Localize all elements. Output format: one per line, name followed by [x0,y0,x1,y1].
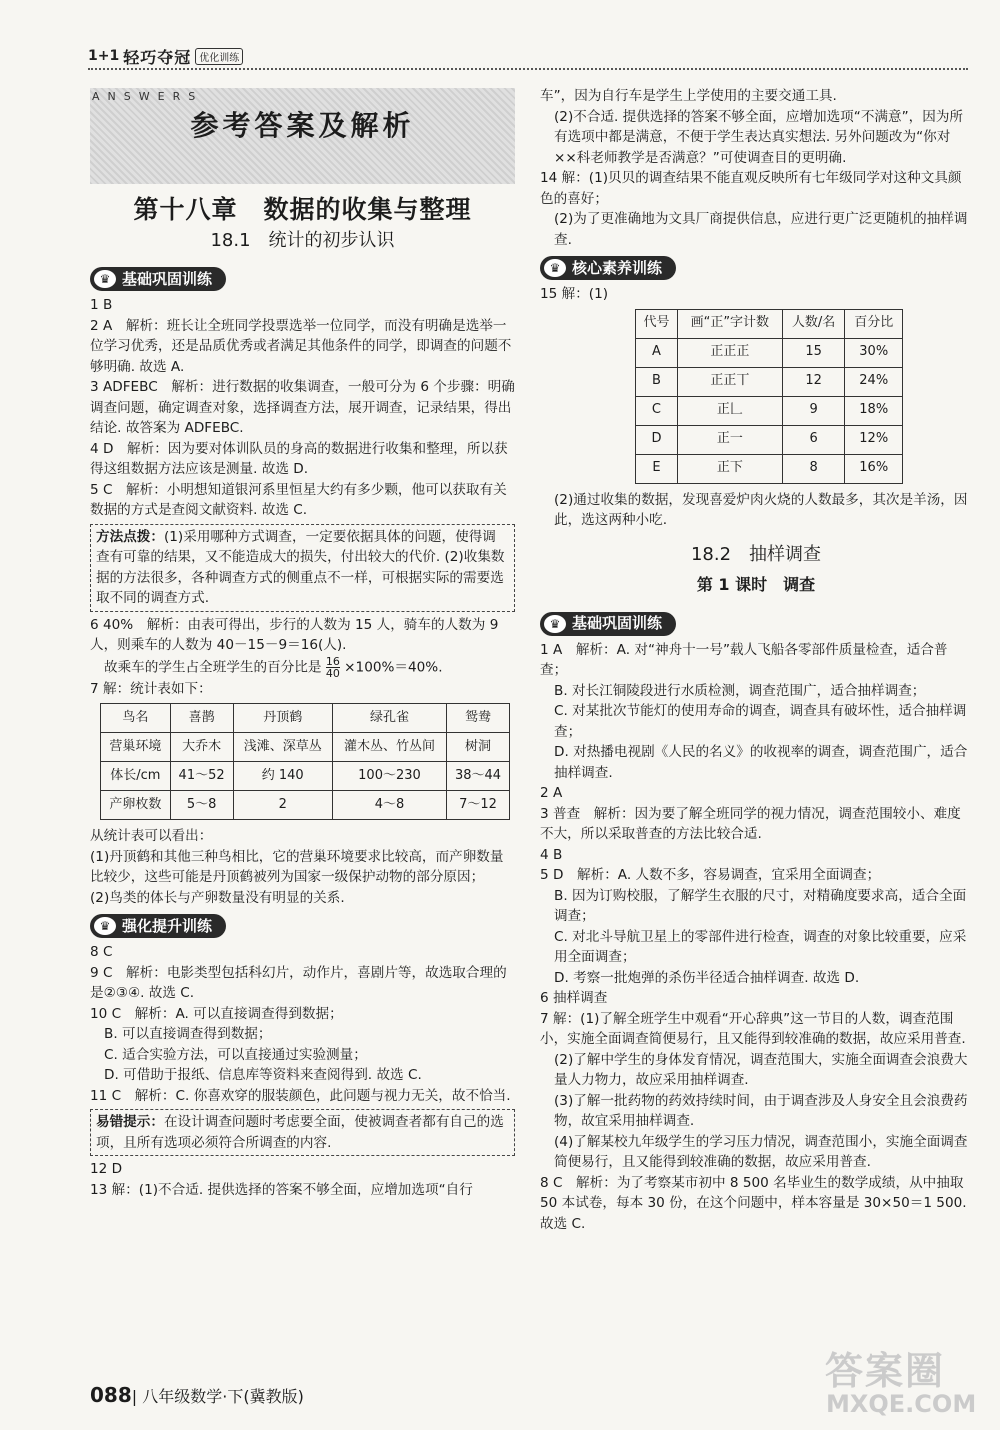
answer-item: 1 B [90,297,113,313]
text: 故乘车的学生占全班学生的百分比是 [104,659,322,675]
page-header [88,42,968,72]
table-cell: 人数/名 [782,309,845,338]
table-cell: 体长/cm [101,762,171,791]
answer-item: 2 A 解析：班长让全班同学投票选举一位同学，而没有明确是选举一位学习优秀，还是品质优秀或者满足其他条件的同学，即调查的问题不够明确. 故选 A. [90,317,512,375]
method-tip-box [90,524,515,612]
answer-item: 6 抽样调查 [540,990,608,1006]
table-cell: 12 [782,367,845,396]
answer-item: 15 解：(1) [540,286,609,302]
table-cell: 喜鹊 [170,704,233,733]
answer-item: 2 A [540,785,563,801]
answer-continuation: (3)了解一批药物的药效持续时间，由于调查涉及人身安全且会浪费药物，故宜采用抽样调查. [554,1092,968,1129]
table-cell: 大乔木 [170,733,233,762]
table-cell: 100～230 [332,762,446,791]
answer-item: 8 C [90,944,113,960]
table-row [636,425,903,454]
tip-label: 方法点拨： [96,528,164,545]
answer-continuation: C. 适合实验方法，可以直接通过实验测量； [104,1046,367,1063]
text: ×100%＝40%. [344,659,443,675]
table-cell: 41～52 [170,762,233,791]
table-cell: B [636,367,678,396]
brand-tag: 优化训练 [195,48,243,65]
answer-item: 6 40% 解析：由表可得出，步行的人数为 15 人，骑车的人数为 9 人，则乘车的人数为 40－15－9＝16(人). [90,616,499,653]
table-cell: E [636,454,678,483]
banner-title: 参考答案及解析 [190,109,415,142]
answer-item: 5 D 解析：A. 人数不多，容易调查，宜采用全面调查； [540,867,881,883]
answer-item: 8 C 解析：为了考察某市初中 8 500 名毕业生的数学成绩，从中抽取 50 本试卷，每本 30 份，在这个问题中，样本容量是 30×50＝1 500. 故选 C. [540,1174,967,1232]
logo-mark: 1+1 [88,48,120,64]
table-cell: 4～8 [332,791,446,820]
watermark-logo: 答案圈 [825,1349,946,1393]
table-cell: D [636,425,678,454]
table-cell: 9 [782,396,845,425]
crown-icon: ♛ [94,917,116,935]
table-cell: 正一 [677,425,782,454]
answer-item: 10 C 解析：A. 可以直接调查得到数据； [90,1005,343,1022]
header-divider [88,68,968,70]
answer-continuation: (2)通过收集的数据，发现喜爱炉肉火烧的人数最多，其次是羊汤，因此，选这两种小吃. [554,491,968,528]
answers-label: ANSWERS [92,90,204,103]
lesson-title: 第 1 课时 调查 [696,575,816,594]
table-cell: A [636,338,678,367]
table-cell: 百分比 [845,309,903,338]
answer-continuation: B. 可以直接调查得到数据； [104,1026,272,1042]
denominator: 40 [325,666,340,680]
answer-item: 3 普查 解析：因为要了解全班同学的视力情况，调查范围较小、难度不大，所以采取普查的方法比较合适. [540,805,961,842]
answer-continuation: D. 对热播电视剧《人民的名义》的收视率的调查，调查范围广，适合抽样调查. [554,744,968,781]
table-cell: 鸳鸯 [447,704,510,733]
table-cell: 15 [782,338,845,367]
table-cell: 灌木丛、竹丛间 [332,733,446,762]
answer-continuation: D. 考察一批炮弹的杀伤半径适合抽样调查. 故选 D. [554,969,860,986]
section-pill-basic [90,267,226,291]
answer-continuation: D. 可借助于报纸、信息库等资料来查阅得到. 故选 C. [104,1067,422,1083]
tip-text: (1)采用哪种方式调查，一定要依据具体的问题，使得调查有可靠的结果，又不能造成大的损失，付出较大的代价. (2)收集数据的方法很多，各种调查方式的侧重点不一样，可根据实际的需要选取不同的调查方式. [96,528,505,606]
table-row [636,367,903,396]
numerator: 16 [325,654,340,668]
crown-icon: ♛ [544,259,566,277]
table-row [101,704,510,733]
section-pill-basic-2 [540,612,676,636]
page-number: 088 [90,1383,132,1407]
crown-icon: ♛ [544,615,566,633]
watermark-url: MXQE.COM [826,1390,977,1418]
answer-continuation: B. 因为订购校服，了解学生衣服的尺寸，对精确度要求高，适合全面调查； [554,887,967,924]
table-cell: 12% [845,425,903,454]
table-cell: 产卵枚数 [101,791,171,820]
table-cell: 树洞 [447,733,510,762]
answer-continuation: C. 对北斗导航卫星上的零部件进行检查，调查的对象比较重要，应采用全面调查； [554,928,967,965]
table-cell: 营巢环境 [101,733,171,762]
table-cell: C [636,396,678,425]
answer-continuation: (1)丹顶鹤和其他三种鸟相比，它的营巢环境要求比较高，而产卵数量比较少，这些可能是丹顶鹤被列为国家一级保护动物的部分原因； [90,848,504,885]
table-cell: 7～12 [447,791,510,820]
left-column [90,88,515,1200]
section-title: 18.1 统计的初步认识 [210,229,395,251]
answer-item: 11 C 解析：C. 你喜欢穿的服装颜色，此问题与视力无关，故不恰当. [90,1087,511,1104]
page-footer: 088| 八年级数学·下(冀教版) [90,1383,304,1407]
table-cell: 鸟名 [101,704,171,733]
table-cell: 8 [782,454,845,483]
right-column [540,86,972,1234]
table-cell: 30% [845,338,903,367]
answer-item: 4 D 解析：因为要对体训队员的身高的数据进行收集和整理，所以获得这组数据方法应该是测量. 故选 D. [90,440,508,477]
answer-continuation: (2)不合适. 提供选择的答案不够全面，应增加选项“不满意”，因为所有选项中都是满意，不便于学生表达真实想法. 另外问题改为“你对××科老师教学是否满意？”可使调查目的更明确. [554,108,964,166]
answer-item: 7 解：统计表如下： [90,680,212,697]
pill-label: 基础巩固训练 [122,269,213,288]
brand-logo [88,44,243,68]
table-cell: 5～8 [170,791,233,820]
table-cell: 约 140 [233,762,332,791]
bird-table [100,703,510,820]
answer-item: 1 A 解析：A. 对“神舟十一号”载人飞船各零部件质量检查，适合普查； [540,641,948,678]
answer-continuation: (2)为了更准确地为文具厂商提供信息，应进行更广泛更随机的抽样调查. [554,211,968,248]
table-cell: 6 [782,425,845,454]
section-title: 18.2 抽样调查 [690,543,822,565]
answer-continuation: C. 对某批次节能灯的使用寿命的调查，调查具有破坏性，适合抽样调查； [554,703,967,740]
answer-continuation: (2)鸟类的体长与产卵数量没有明显的关系. [90,889,345,906]
pill-label: 基础巩固训练 [572,614,663,633]
table-cell: 绿孔雀 [332,704,446,733]
fraction [326,656,340,679]
answer-continuation: 车”，因为自行车是学生上学使用的主要交通工具. [540,88,837,104]
table-cell: 浅滩、深草丛 [233,733,332,762]
crown-icon: ♛ [94,270,116,288]
brand-name: 轻巧夺冠 [123,47,192,67]
section-pill-core [540,256,676,280]
answer-item: 3 ADFEBC 解析：进行数据的收集调查，一般可分为 6 个步骤：明确调查问题，确定调查对象，选择调查方法，展开调查，记录结果，得出结论. 故答案为 ADFEBC. [90,379,515,436]
table-cell: 正正正 [677,338,782,367]
chapter-title: 第十八章 数据的收集与整理 [133,195,472,224]
table-row [636,454,903,483]
table-cell: 16% [845,454,903,483]
table-cell: 18% [845,396,903,425]
table-row [636,338,903,367]
answer-item: 7 解：(1)了解全班学生中观看“开心辞典”这一节目的人数，调查范围小，实施全面调查简便易行，且又能得到较准确的数据，故应采用普查. [540,1010,966,1047]
answers-banner [90,88,515,184]
table-row [101,733,510,762]
answer-item: 9 C 解析：电影类型包括科幻片，动作片，喜剧片等，故选取合理的是②③④. 故选 C. [90,964,507,1001]
answer-item: 14 解：(1)贝贝的调查结果不能直观反映所有七年级同学对这种文具颜色的喜好； [540,170,962,207]
answer-continuation: B. 对长江铜陵段进行水质检测，调查范围广，适合抽样调查； [554,682,926,699]
table-cell: 24% [845,367,903,396]
answer-continuation: (4)了解某校九年级学生的学习压力情况，调查范围小，实施全面调查简便易行，且又能得到较准确的数据，故应采用普查. [554,1133,968,1170]
section-pill-strong [90,914,226,938]
table-cell: 正𠃊 [677,396,782,425]
answer-continuation [90,656,515,679]
answer-continuation: (2)了解中学生的身体发育情况，调查范围大，实施全面调查会浪费大量人力物力，故应采用抽样调查. [554,1051,968,1088]
pill-label: 强化提升训练 [122,916,213,935]
survey-table [635,309,903,484]
answer-item: 4 B [540,846,563,863]
table-cell: 正下 [677,454,782,483]
table-cell: 38～44 [447,762,510,791]
answer-item: 13 解：(1)不合适. 提供选择的答案不够全面，应增加选项“自行 [90,1181,473,1198]
error-tip-box [90,1109,515,1156]
table-row [101,762,510,791]
tip-text: 在设计调查问题时考虑要全面，使被调查者都有自己的选项，且所有选项必须符合所调查的内容. [96,1114,504,1151]
book-title: 八年级数学·下(冀教版) [142,1387,304,1406]
table-cell: 2 [233,791,332,820]
table-cell: 丹顶鹤 [233,704,332,733]
table-row [636,396,903,425]
pill-label: 核心素养训练 [572,258,663,277]
tip-label: 易错提示： [96,1114,164,1130]
table-row [101,791,510,820]
answer-continuation: 从统计表可以看出： [90,828,213,844]
table-row [636,309,903,338]
table-cell: 画“正”字计数 [677,309,782,338]
answer-item: 5 C 解析：小明想知道银河系里恒星大约有多少颗，他可以获取有关数据的方式是查阅文献资料. 故选 C. [90,481,507,518]
answer-item: 12 D [90,1161,123,1177]
table-cell: 正正丅 [677,367,782,396]
table-cell: 代号 [636,309,678,338]
